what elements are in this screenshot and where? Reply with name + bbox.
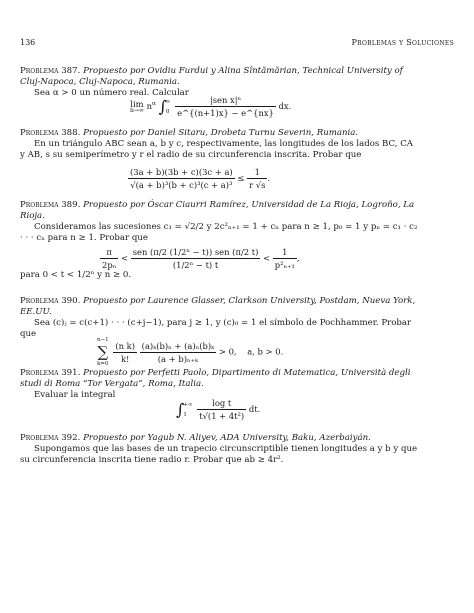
problem-proposer: Propuesto por Óscar Ciaurri Ramírez, Universidad de La Rioja, Logroño, La Rioja. bbox=[20, 200, 415, 221]
limit-operator: lim n→∞ bbox=[130, 99, 144, 114]
formula-388: $\frac{(3a + b)(3b + c)(3c + a)}{\text{√(a + b)³(b + c)³(c + a)³}}$ ≤ $\frac{1}{r √s}$ . bbox=[130, 167, 271, 190]
problem-text: Consideramos las sucesiones c₁ = √2/2 y 2c²ₙ₊₁ = 1 + cₙ para n ≥ 1, p₀ = 1 y pₙ = c₁ · c₂ · · · cₙ para n ≥ 1. Probar que bbox=[20, 222, 418, 243]
problem-text: Sea (c)ⱼ = c(c+1) · · · (c+j−1), para j ≥ 1, y (c)₀ = 1 el símbolo de Pochhammer. Probar que bbox=[20, 318, 412, 339]
problem-390 bbox=[20, 296, 420, 340]
problem-text: para 0 < t < 1/2ⁿ y n ≥ 0. bbox=[20, 270, 132, 280]
problem-label: Problema 388. bbox=[20, 128, 81, 138]
integral-sign: ∫ bbox=[158, 97, 167, 116]
problem-text: Supongamos que las bases de un trapecio circunscriptible tienen longitudes a y b y que su circunferencia inscrita tiene radio r. Probar que ab ≥ 4r². bbox=[20, 444, 418, 465]
problem-389 bbox=[20, 200, 420, 244]
sum-sign: ∑ bbox=[97, 343, 109, 361]
formula-387: lim n→∞ $n^\alpha$ ∫ ∞ 0 $\frac{\text{|sen x|ⁿ}}{e\^{}\{(n+1)x\} - e\^{}\{nx\}}$ dx. bbox=[130, 95, 292, 118]
integrand-fraction: $\frac{\text{|sen x|ⁿ}}{e\^{}\{(n+1)x\} - e\^{}\{nx\}}$ bbox=[177, 95, 274, 118]
problem-label: Problema 387. bbox=[20, 66, 81, 76]
problem-proposer: Propuesto por Laurence Glasser, Clarkson University, Postdam, Nueva York, EE.UU. bbox=[20, 296, 416, 317]
integral-sign: ∫ bbox=[176, 400, 185, 419]
lhs-fraction: $\frac{\pi}{\text{2pₙ}}$ bbox=[102, 247, 117, 270]
summand-fraction: $\frac{\text{(a)ₖ(b)ₙ + (a)ₙ(b)ₖ}}{\text{(a + b)ₙ₊ₖ}}$ bbox=[141, 340, 215, 364]
integrand-fraction: $\frac{\text{log t}}{\text{t√(1 + 4t²)}}$ bbox=[199, 398, 245, 421]
rhs-fraction: $\frac{1}{r √s}$ bbox=[249, 167, 266, 190]
problem-proposer: Propuesto por Perfetti Paolo, Dipartimento di Matematica, Università degli studi di Roma “Tor Vergata”, Roma, Italia. bbox=[20, 368, 411, 389]
page-number: 136 bbox=[20, 38, 36, 47]
problem-391 bbox=[20, 368, 420, 401]
problem-label: Problema 391. bbox=[20, 368, 81, 378]
problem-proposer: Propuesto por Ovidiu Furdui y Alina Sîntămărian, Technical University of Cluj-Napoca, Cluj-Napoca, Rumania. bbox=[20, 66, 403, 87]
lhs-fraction: $\frac{(3a + b)(3b + c)(3c + a)}{\text{√(a + b)³(b + c)³(c + a)³}}$ bbox=[130, 167, 233, 190]
middle-fraction: $\frac{\text{sen (π/2 (1/2ⁿ − t)) sen (π/2 t)}}{\text{(1/2ⁿ − t) t}}$ bbox=[132, 247, 259, 270]
formula-389: $\frac{\pi}{\text{2pₙ}}$ < $\frac{\text{sen (π/2 (1/2ⁿ − t)) sen (π/2 t)}}{\text{(1/2ⁿ − t) t}}$ < $\frac{1}{\text{p²ₙ₊₁}}$ , bbox=[102, 247, 300, 270]
problem-text: En un triángulo ABC sean a, b y c, respectivamente, las longitudes de los lados BC, CA y AB, s su semiperímetro y r el radio de su circunferencia inscrita. Probar que bbox=[20, 139, 414, 160]
problem-text: Evaluar la integral bbox=[34, 390, 116, 400]
problem-proposer: Propuesto por Yagub N. Aliyev, ADA University, Baku, Azerbaiyán. bbox=[83, 433, 371, 443]
problem-388 bbox=[20, 128, 420, 161]
problem-392 bbox=[20, 433, 420, 466]
problem-label: Problema 390. bbox=[20, 296, 81, 306]
running-title: Problemas y Soluciones bbox=[351, 38, 454, 47]
rhs-fraction: $\frac{1}{\text{p²ₙ₊₁}}$ bbox=[274, 247, 295, 270]
problem-389-tail bbox=[20, 270, 420, 281]
problem-label: Problema 389. bbox=[20, 200, 81, 210]
binomial-fraction: $\frac{\text{(n k)}}{k!}$ bbox=[115, 340, 135, 364]
formula-391: ∫ +∞ 1 $\frac{\text{log t}}{\text{t√(1 + 4t²)}}$ dt. bbox=[176, 398, 261, 421]
formula-390: n−1 ∑ k=0 $\frac{\text{(n k)}}{k!}$ $\frac{\text{(a)ₖ(b)ₙ + (a)ₙ(b)ₖ}}{\text{(a + b)ₙ₊ₖ}}$ > 0, a, b > 0. bbox=[97, 337, 284, 367]
problem-proposer: Propuesto por Daniel Sitaru, Drobeta Turnu Severin, Rumania. bbox=[83, 128, 359, 138]
problem-text: Sea α > 0 un número real. Calcular bbox=[34, 88, 189, 98]
problem-label: Problema 392. bbox=[20, 433, 81, 443]
